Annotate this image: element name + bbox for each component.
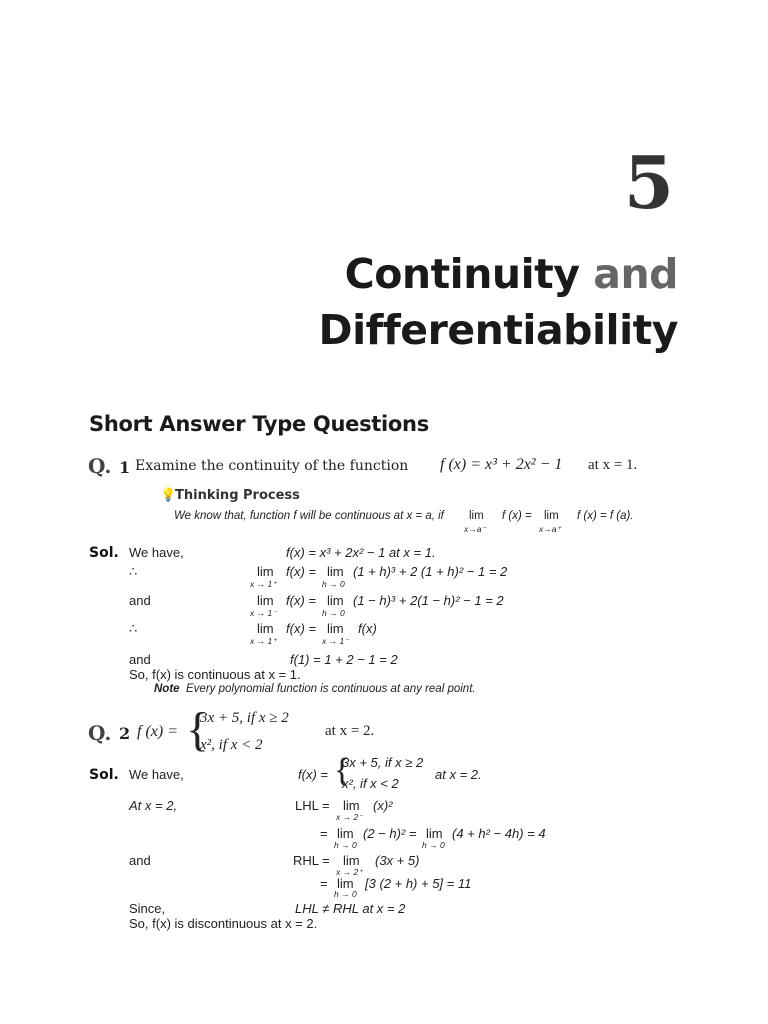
q2-sol-brace: { [334,752,351,789]
q2-sol-case2: x², if x < 2 [342,776,399,791]
q1-lim-2a: lim [257,593,274,608]
q2-rhl-lim-sub: x → 2⁺ [336,867,363,877]
q2-brace: { [186,703,210,756]
thinking-lim1-sub: x→a⁻ [464,524,486,534]
thinking-lim1: lim [469,510,484,522]
q2-number: 2 [119,724,131,743]
q1-line1: f(x) = x³ + 2x² − 1 at x = 1. [286,545,436,560]
q1-and-1: and [129,593,151,608]
q1-line2-mid: f(x) = [286,564,316,579]
q1-lim-1b: lim [327,564,344,579]
q1-text: Examine the continuity of the function [135,458,409,474]
q1-line4-rhs: f(x) [358,621,377,636]
q2-we-have: We have, [129,767,184,782]
q1-therefore-1: ∴ [129,564,138,579]
q2-sol-label: Sol. [89,767,119,783]
thinking-text: We know that, function f will be continuous at x = a, if [174,510,444,522]
thinking-lim2-sub: x→a⁺ [539,524,561,534]
thinking-label: Thinking Process [175,488,300,503]
q1-and-2: and [129,652,151,667]
q1-lim-1a-sub: x → 1⁺ [250,579,277,589]
q2-lhl-rhs: (x)² [373,798,393,813]
q2-func-lhs: f (x) = [137,723,178,740]
q2-rhl2-lim: lim [337,876,354,891]
chapter-title-word2: and [593,250,678,298]
q2-lhl2-lim2: lim [426,826,443,841]
q2-rhl-lim: lim [343,853,360,868]
q2-lhl: LHL = [295,798,330,813]
q2-rhl2-rhs: [3 (2 + h) + 5] = 11 [365,876,472,891]
q1-function: f (x) = x³ + 2x² − 1 [440,456,563,473]
q1-number: 1 [119,458,131,477]
q2-at-x2: At x = 2, [129,798,178,813]
q1-mark: Q. [88,454,112,478]
q2-eq-1: = [320,826,328,841]
q1-lim-1b-sub: h → 0 [322,579,345,589]
q1-sol-label: Sol. [89,545,119,561]
q1-lim-2a-sub: x → 1⁻ [250,608,277,618]
q2-rhl: RHL = [293,853,330,868]
thinking-lim2: lim [544,510,559,522]
q2-sol-case1: 3x + 5, if x ≥ 2 [342,755,424,770]
q1-lim-3b-sub: x → 1⁻ [322,636,349,646]
q1-lim-2b: lim [327,593,344,608]
q1-at-text: at x = 1. [588,457,638,473]
q1-conclusion: So, f(x) is continuous at x = 1. [129,667,301,682]
q2-lhl2-mid: (2 − h)² = [363,826,417,841]
q2-sol-at: at x = 2. [435,767,482,782]
q2-eq-2: = [320,876,328,891]
q1-line3-mid: f(x) = [286,593,316,608]
q2-at-text: at x = 2. [325,723,375,739]
q2-and: and [129,853,151,868]
q2-case2: x², if x < 2 [200,737,263,753]
q1-line3-rhs: (1 − h)³ + 2(1 − h)² − 1 = 2 [353,593,504,608]
q2-since-rhs: LHL ≠ RHL at x = 2 [295,901,406,916]
section-title: Short Answer Type Questions [89,412,429,436]
thinking-end: f (x) = f (a). [577,510,634,522]
q1-lim-3a: lim [257,621,274,636]
q2-sol-lhs: f(x) = [298,767,328,782]
q2-lhl-lim-sub: x → 2⁻ [336,812,363,822]
q2-lhl2-lim2-sub: h → 0 [422,840,445,850]
thinking-mid: f (x) = [502,510,532,522]
q1-line4-mid: f(x) = [286,621,316,636]
bulb-icon: 💡 [160,487,177,502]
q2-lhl2-lim1-sub: h → 0 [334,840,357,850]
q2-lhl2-rhs: (4 + h² − 4h) = 4 [452,826,546,841]
chapter-title-line1 [345,250,678,298]
q2-mark: Q. [88,721,112,745]
q2-case1: 3x + 5, if x ≥ 2 [200,710,289,726]
q1-lim-3b: lim [327,621,344,636]
q1-line2-rhs: (1 + h)³ + 2 (1 + h)² − 1 = 2 [353,564,508,579]
chapter-number: 5 [623,140,674,225]
q1-therefore-2: ∴ [129,621,138,636]
q2-lhl2-lim1: lim [337,826,354,841]
q1-note-label: Note [154,683,180,695]
q2-conclusion: So, f(x) is discontinuous at x = 2. [129,916,318,931]
q1-lim-3a-sub: x → 1⁺ [250,636,277,646]
q1-lim-1a: lim [257,564,274,579]
q2-since: Since, [129,901,166,916]
chapter-title-line2: Differentiability [318,306,678,354]
q1-line5: f(1) = 1 + 2 − 1 = 2 [290,652,398,667]
q2-lhl-lim: lim [343,798,360,813]
chapter-title-word1: Continuity [344,250,580,298]
q2-rhl2-lim-sub: h → 0 [334,889,357,899]
q2-rhl-rhs: (3x + 5) [375,853,420,868]
q1-lim-2b-sub: h → 0 [322,608,345,618]
q1-we-have: We have, [129,545,184,560]
q1-note-text: Every polynomial function is continuous at any real point. [186,683,476,695]
